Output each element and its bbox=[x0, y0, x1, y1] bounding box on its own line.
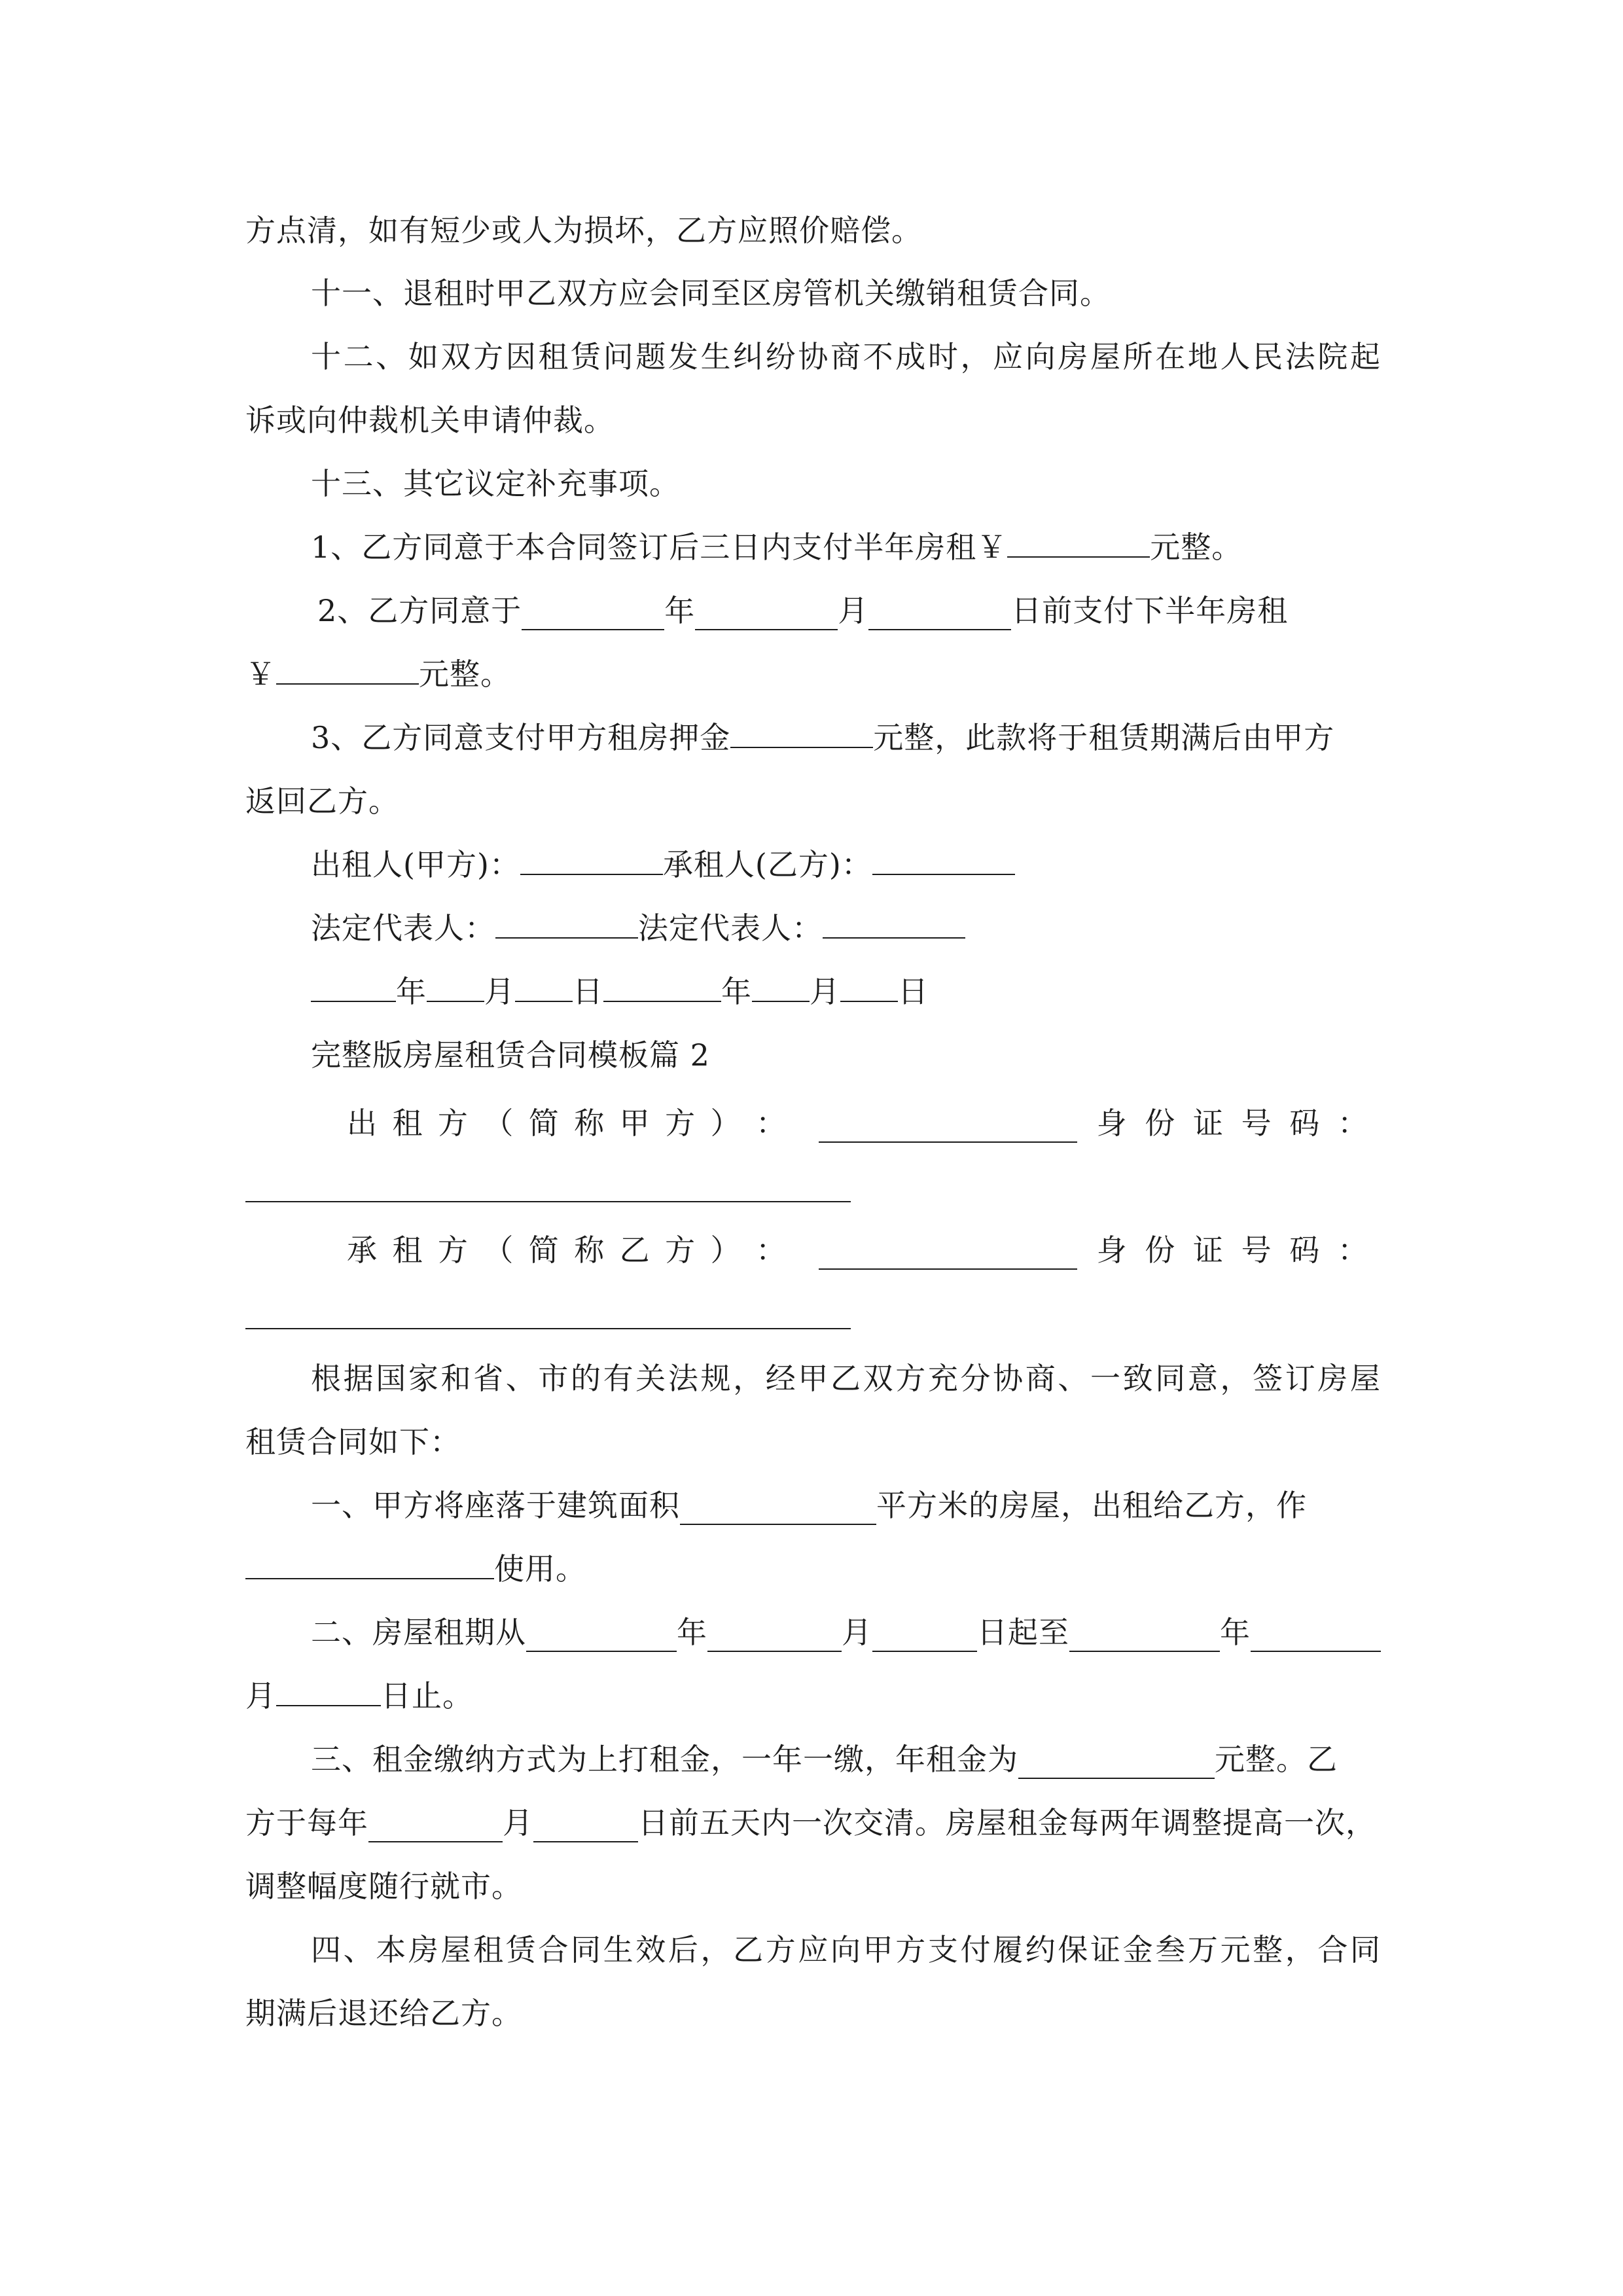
text: 日 bbox=[573, 974, 603, 1009]
text: 月 bbox=[838, 593, 869, 628]
text: 日前五天内一次交清。房屋租金每两年调整提高一次， bbox=[638, 1805, 1376, 1840]
lessor-label: 出租人(甲方)： bbox=[311, 847, 520, 882]
clause-eleven: 十一、退租时甲乙双方应会同至区房管机关缴销租赁合同。 bbox=[311, 276, 1111, 311]
text: 月 bbox=[245, 1678, 276, 1713]
text: 日起至 bbox=[977, 1615, 1069, 1650]
clause-thirteen: 十三、其它议定补充事项。 bbox=[311, 466, 680, 501]
id-number-label: 身 份 证 号 码 ： bbox=[1096, 1105, 1368, 1141]
day-blank bbox=[515, 975, 573, 1002]
month-blank bbox=[427, 975, 484, 1002]
rep-label: 法定代表人： bbox=[311, 910, 495, 946]
text: 年 bbox=[721, 974, 752, 1009]
text: 1、乙方同意于本合同签订后三日内支付半年房租￥ bbox=[311, 529, 1008, 565]
clause-three bbox=[311, 1740, 1381, 1779]
lessee-id-blank bbox=[245, 1328, 851, 1329]
rep-blank bbox=[495, 911, 638, 939]
clause-one-cont bbox=[245, 1549, 1381, 1588]
rent-blank bbox=[1018, 1751, 1215, 1779]
text: 日 bbox=[898, 974, 929, 1009]
month-blank bbox=[707, 1624, 842, 1652]
supplement-item-1 bbox=[311, 528, 1381, 567]
text: 3、乙方同意支付甲方租房押金 bbox=[311, 720, 731, 755]
text-line: 返回乙方。 bbox=[245, 783, 399, 819]
section-title: 完整版房屋租赁合同模板篇 2 bbox=[311, 1037, 710, 1073]
text: 月 bbox=[810, 974, 840, 1009]
signature-parties bbox=[311, 845, 1381, 884]
supplement-item-2 bbox=[317, 591, 1381, 630]
text: 三、租金缴纳方式为上打租金，一年一缴，年租金为 bbox=[311, 1742, 1018, 1777]
text-line: 期满后退还给乙方。 bbox=[245, 1996, 522, 2031]
year-blank bbox=[526, 1624, 677, 1652]
month-blank bbox=[1251, 1624, 1381, 1652]
month-blank bbox=[368, 1815, 503, 1842]
text: 一、甲方将座落于建筑面积 bbox=[311, 1488, 680, 1523]
clause-two-cont bbox=[245, 1676, 1381, 1715]
clause-four: 四、本房屋租赁合同生效后，乙方应向甲方支付履约保证金叁万元整，合同 bbox=[311, 1932, 1381, 1967]
text: 元整，此款将于租赁期满后由甲方 bbox=[873, 720, 1335, 755]
year-blank bbox=[1069, 1624, 1220, 1652]
text-line: 调整幅度随行就市。 bbox=[245, 1869, 522, 1904]
usage-blank bbox=[245, 1552, 494, 1579]
lessee-blank bbox=[872, 848, 1015, 875]
rep-blank bbox=[823, 911, 965, 939]
text: ￥ bbox=[245, 656, 276, 692]
text: 使用。 bbox=[494, 1551, 586, 1587]
text: 年 bbox=[1220, 1615, 1251, 1650]
text: 月 bbox=[503, 1805, 533, 1840]
rep-label: 法定代表人： bbox=[638, 910, 823, 946]
text: 日前支付下半年房租 bbox=[1011, 593, 1289, 628]
lessee-party-label: 承 租 方 （ 简 称 乙 方 ） ： bbox=[347, 1232, 786, 1268]
deposit-blank bbox=[730, 721, 873, 748]
text: 元整。 bbox=[419, 656, 511, 692]
year-blank bbox=[311, 975, 396, 1002]
text-line: 租赁合同如下： bbox=[245, 1424, 461, 1460]
clause-one bbox=[311, 1486, 1381, 1525]
text: 年 bbox=[677, 1615, 707, 1650]
amount-blank bbox=[276, 657, 419, 685]
text: 年 bbox=[664, 593, 696, 628]
text: 年 bbox=[396, 974, 427, 1009]
text: 元整。 bbox=[1150, 529, 1243, 565]
lessee-name-blank bbox=[819, 1240, 1077, 1270]
day-blank bbox=[533, 1815, 638, 1842]
area-blank bbox=[680, 1498, 876, 1525]
text-line: 诉或向仲裁机关申请仲裁。 bbox=[245, 403, 615, 438]
text-line: 方点清，如有短少或人为损坏，乙方应照价赔偿。 bbox=[245, 213, 922, 248]
text: 月 bbox=[842, 1615, 872, 1650]
supplement-item-2-cont bbox=[245, 655, 1381, 694]
clause-two bbox=[311, 1613, 1381, 1652]
day-blank bbox=[276, 1679, 381, 1706]
id-number-label: 身 份 证 号 码 ： bbox=[1096, 1232, 1368, 1268]
day-blank bbox=[840, 975, 898, 1002]
text: 2、乙方同意于 bbox=[317, 593, 522, 628]
text: 月 bbox=[484, 974, 515, 1009]
text: 方于每年 bbox=[245, 1805, 368, 1840]
text: 元整。乙 bbox=[1215, 1742, 1338, 1777]
signature-representatives bbox=[311, 908, 1381, 948]
clause-three-cont bbox=[245, 1803, 1381, 1842]
contract-intro: 根据国家和省、市的有关法规，经甲乙双方充分协商、一致同意，签订房屋 bbox=[311, 1361, 1381, 1396]
amount-blank bbox=[1007, 530, 1150, 558]
supplement-item-3 bbox=[311, 718, 1381, 757]
lessor-id-blank bbox=[245, 1201, 851, 1202]
month-blank bbox=[752, 975, 810, 1002]
year-blank bbox=[603, 975, 721, 1002]
lessor-blank bbox=[520, 848, 663, 875]
lessee-label: 承租人(乙方)： bbox=[662, 847, 872, 882]
lessor-name-blank bbox=[819, 1113, 1077, 1143]
lessee-party-row bbox=[347, 1230, 1368, 1270]
signature-dates bbox=[311, 972, 1381, 1011]
day-blank bbox=[872, 1624, 977, 1652]
text: 日止。 bbox=[381, 1678, 473, 1713]
lessor-party-row bbox=[347, 1103, 1368, 1143]
clause-twelve: 十二、如双方因租赁问题发生纠纷协商不成时，应向房屋所在地人民法院起 bbox=[311, 339, 1381, 374]
text: 二、房屋租期从 bbox=[311, 1615, 526, 1650]
text: 平方米的房屋，出租给乙方，作 bbox=[876, 1488, 1307, 1523]
lessor-party-label: 出 租 方 （ 简 称 甲 方 ） ： bbox=[347, 1105, 786, 1141]
year-blank bbox=[522, 603, 664, 630]
month-blank bbox=[695, 603, 838, 630]
day-blank bbox=[868, 603, 1011, 630]
